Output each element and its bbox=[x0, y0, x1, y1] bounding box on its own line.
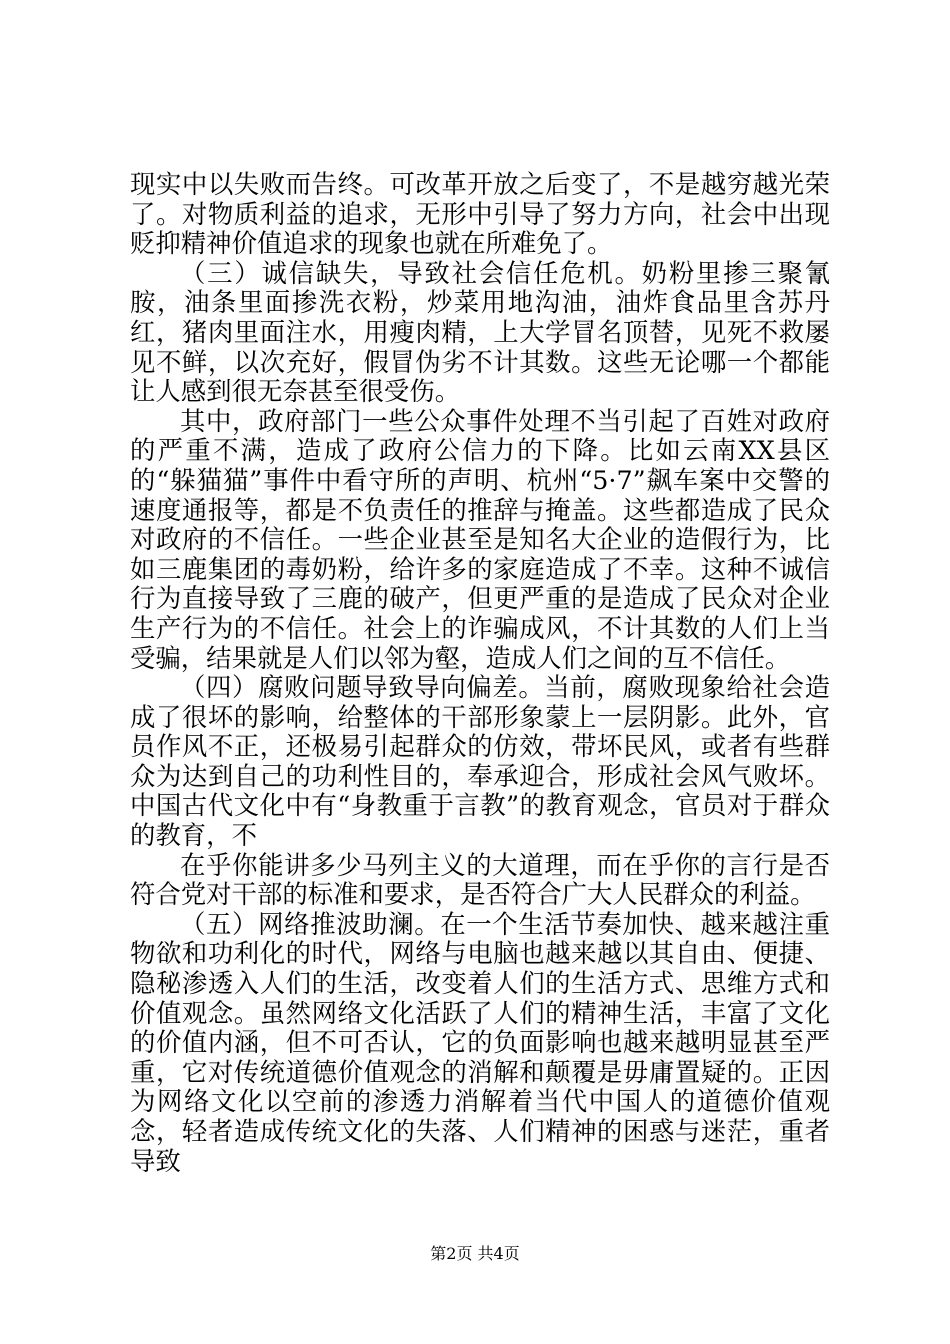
page-number-label: 第2页 共4页 bbox=[430, 1244, 520, 1263]
document-body bbox=[130, 170, 830, 1176]
paragraph-5: 在乎你能讲多少马列主义的大道理，而在乎你的言行是否符合党对干部的标准和要求，是否符合广大人民群众的利益。 bbox=[130, 849, 830, 910]
paragraph-3: 其中，政府部门一些公众事件处理不当引起了百姓对政府的严重不满，造成了政府公信力的下降。比如云南XX县区的“躲猫猫”事件中看守所的声明、杭州“5·7”飙车案中交警的速度通报等，都是不负责任的推辞与掩盖。这些都造成了民众对政府的不信任。一些企业甚至是知名大企业的造假行为，比如三鹿集团的毒奶粉，给许多的家庭造成了不幸。这种不诚信行为直接导致了三鹿的破产，但更严重的是造成了民众对企业生产行为的不信任。社会上的诈骗成风，不计其数的人们上当受骗，结果就是人们以邻为壑，造成人们之间的互不信任。 bbox=[130, 405, 830, 673]
paragraph-2: （三）诚信缺失，导致社会信任危机。奶粉里掺三聚氰胺，油条里面掺洗衣粉，炒菜用地沟油，油炸食品里含苏丹红，猪肉里面注水，用瘦肉精，上大学冒名顶替，见死不救屡见不鲜，以次充好，假冒伪劣不计其数。这些无论哪一个都能让人感到很无奈甚至很受伤。 bbox=[130, 257, 830, 407]
page-footer bbox=[0, 1244, 950, 1264]
paragraph-1: 现实中以失败而告终。可改革开放之后变了，不是越穷越光荣了。对物质利益的追求，无形中引导了努力方向，社会中出现贬抑精神价值追求的现象也就在所难免了。 bbox=[130, 169, 830, 259]
paragraph-4: （四）腐败问题导致导向偏差。当前，腐败现象给社会造成了很坏的影响，给整体的干部形象蒙上一层阴影。此外，官员作风不正，还极易引起群众的仿效，带坏民风，或者有些群众为达到自己的功利性目的，奉承迎合，形成社会风气败坏。中国古代文化中有“身教重于言教”的教育观念，官员对于群众的教育，不 bbox=[130, 672, 830, 851]
paragraph-6: （五）网络推波助澜。在一个生活节奏加快、越来越注重物欲和功利化的时代，网络与电脑也越来越以其自由、便捷、隐秘渗透入人们的生活，改变着人们的生活方式、思维方式和价值观念。虽然网络文化活跃了人们的精神生活，丰富了文化的价值内涵，但不可否认，它的负面影响也越来越明显甚至严重，它对传统道德价值观念的消解和颠覆是毋庸置疑的。正因为网络文化以空前的渗透力消解着当代中国人的道德价值观念，轻者造成传统文化的失落、人们精神的困惑与迷茫，重者导致 bbox=[130, 908, 830, 1176]
